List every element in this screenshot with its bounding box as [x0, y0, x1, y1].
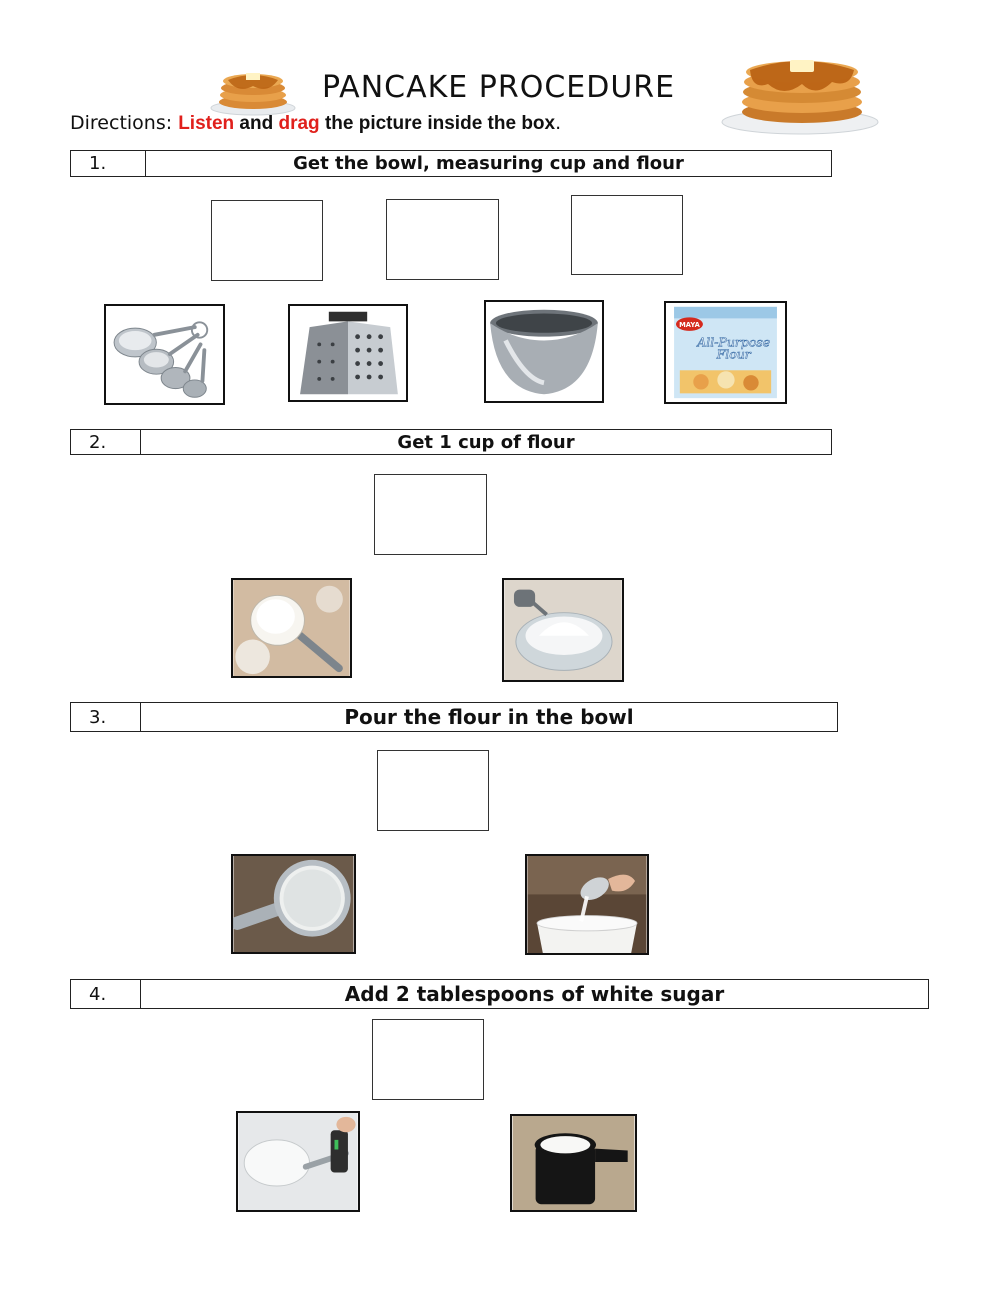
- step-2-header: [70, 429, 832, 455]
- sugar-in-spoon-picture[interactable]: [231, 854, 356, 954]
- directions-and: and: [234, 113, 279, 134]
- drop-box[interactable]: [571, 195, 683, 275]
- directions-listen: Listen: [178, 113, 235, 134]
- step-number: 3.: [71, 703, 141, 731]
- drop-box[interactable]: [386, 199, 499, 280]
- flour-in-glass-bowl-picture[interactable]: [502, 578, 624, 682]
- step-number: 1.: [71, 151, 146, 176]
- grater-picture[interactable]: [288, 304, 408, 402]
- pancake-image-large: [720, 48, 880, 136]
- drop-box[interactable]: [211, 200, 323, 281]
- step-text: Get 1 cup of flour: [397, 431, 575, 453]
- directions-text: [70, 112, 561, 135]
- drop-box[interactable]: [374, 474, 487, 555]
- step-text: Get the bowl, measuring cup and flour: [293, 153, 684, 174]
- step-1-header: [70, 150, 832, 177]
- step-text: Pour the flour in the bowl: [344, 705, 634, 729]
- directions-rest: the picture inside the box: [319, 113, 556, 134]
- directions-drag: drag: [278, 113, 320, 134]
- sugar-in-black-cup-picture[interactable]: [510, 1114, 637, 1212]
- step-text: Add 2 tablespoons of white sugar: [344, 982, 725, 1006]
- sugar-tablespoon-picture[interactable]: [236, 1111, 360, 1212]
- drop-box[interactable]: [377, 750, 489, 831]
- pancake-image-small: [208, 64, 298, 116]
- measuring-cups-picture[interactable]: [104, 304, 225, 405]
- mixing-bowl-picture[interactable]: [484, 300, 604, 403]
- page-title: PANCAKE PROCEDURE: [322, 70, 676, 105]
- flour-bag-picture[interactable]: [664, 301, 787, 404]
- step-number: 4.: [71, 980, 141, 1008]
- flour-in-cup-picture[interactable]: [231, 578, 352, 678]
- flour-label-line2: Flour: [716, 346, 751, 362]
- step-3-header: [70, 702, 838, 732]
- directions-period: .: [555, 112, 562, 134]
- flour-label-line1: All-Purpose: [697, 334, 771, 350]
- flour-brand-text: MAYA: [679, 321, 700, 330]
- step-number: 2.: [71, 430, 141, 454]
- pouring-flour-picture[interactable]: [525, 854, 649, 955]
- directions-prefix: Directions:: [70, 112, 179, 134]
- step-4-header: [70, 979, 929, 1009]
- drop-box[interactable]: [372, 1019, 484, 1100]
